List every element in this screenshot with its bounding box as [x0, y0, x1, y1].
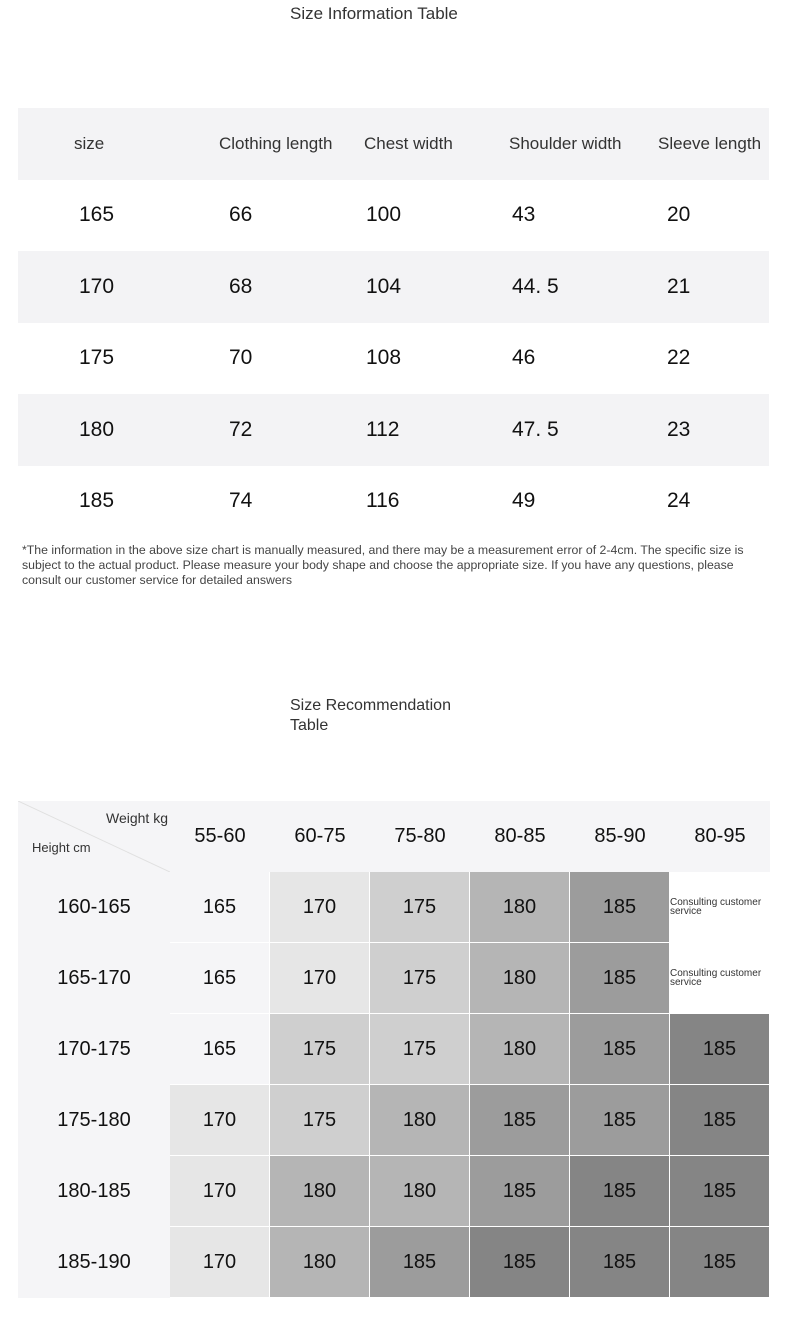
recommended-size-cell: 185 — [570, 943, 670, 1014]
recommended-size-cell: 180 — [470, 1014, 570, 1085]
weight-header-cell: 85-90 — [570, 801, 670, 872]
info-table-cell: 72 — [229, 417, 253, 441]
height-header-cell: 185-190 — [18, 1227, 170, 1298]
info-table-cell: 68 — [229, 274, 253, 298]
info-table-row — [18, 466, 769, 538]
height-header-cell: 175-180 — [18, 1085, 170, 1156]
info-table-cell: 22 — [667, 346, 691, 370]
weight-axis-label: Weight kg — [106, 810, 168, 826]
info-table-row — [18, 251, 769, 323]
recommended-size-cell — [670, 943, 770, 1014]
recommended-size-cell: 185 — [470, 1227, 570, 1298]
weight-header-cell: 80-95 — [670, 801, 770, 872]
recommended-size-cell: 170 — [170, 1156, 270, 1227]
info-table-cell: 44. 5 — [512, 274, 559, 298]
info-table-cell: 180 — [79, 417, 115, 441]
recommended-size-cell: 180 — [270, 1156, 370, 1227]
recommended-size-cell: 170 — [170, 1085, 270, 1156]
recommended-size-cell: 185 — [670, 1085, 770, 1156]
info-table-cell: 23 — [667, 417, 691, 441]
info-table-title: Size Information Table — [290, 4, 458, 23]
info-header-cell: Clothing length — [219, 133, 333, 153]
recommended-size-cell: 180 — [470, 943, 570, 1014]
recommended-size-cell: 165 — [170, 1014, 270, 1085]
recommended-size-cell: 165 — [170, 943, 270, 1014]
recommended-size-cell: 185 — [570, 1227, 670, 1298]
recommended-size-cell: 175 — [270, 1014, 370, 1085]
recommended-size-cell: 170 — [270, 872, 370, 943]
info-table-cell: 49 — [512, 489, 536, 513]
consulting-service-text: Consulting customer service — [670, 968, 762, 988]
info-header-cell: size — [74, 133, 105, 153]
recommended-size-cell: 175 — [370, 943, 470, 1014]
recommended-size-cell: 180 — [470, 872, 570, 943]
weight-header-cell: 75-80 — [370, 801, 470, 872]
recommended-size-cell: 185 — [670, 1156, 770, 1227]
info-table-cell: 116 — [366, 489, 400, 513]
info-table-cell: 165 — [79, 203, 115, 227]
info-table-cell: 20 — [667, 203, 691, 227]
recommended-size-cell: 185 — [670, 1227, 770, 1298]
info-table-cell: 46 — [512, 346, 536, 370]
info-header-row — [18, 108, 769, 180]
height-header-cell: 170-175 — [18, 1014, 170, 1085]
info-table-cell: 100 — [366, 203, 402, 227]
recommended-size-cell: 180 — [370, 1156, 470, 1227]
info-table-cell: 47. 5 — [512, 417, 559, 441]
info-table-row — [18, 323, 769, 395]
info-header-cell: Chest width — [364, 133, 453, 153]
info-header-cell: Sleeve length — [658, 133, 762, 153]
info-table-row — [18, 394, 769, 466]
recommended-size-cell: 185 — [570, 1085, 670, 1156]
weight-header-cell: 80-85 — [470, 801, 570, 872]
recommended-size-cell: 175 — [370, 872, 470, 943]
info-table-cell: 74 — [229, 489, 253, 513]
recommended-size-cell: 175 — [370, 1014, 470, 1085]
recommended-size-cell: 185 — [570, 1014, 670, 1085]
measurement-note: *The information in the above size chart is manually measured, and there may be a measurement error of 2-4cm. The specific size is subject to the actual product. Please measure your body shape and choose the appropriate size. If you have any questions, please consult our customer service for detailed answers — [22, 543, 744, 587]
recommended-size-cell: 165 — [170, 872, 270, 943]
recommended-size-cell: 170 — [270, 943, 370, 1014]
height-header-cell: 160-165 — [18, 872, 170, 943]
info-table-row — [18, 180, 769, 252]
info-table-cell: 112 — [366, 417, 400, 441]
height-axis-label: Height cm — [32, 840, 91, 855]
recommended-size-cell: 170 — [170, 1227, 270, 1298]
recommended-size-cell: 185 — [570, 872, 670, 943]
size-information-table — [18, 108, 769, 537]
size-recommendation-table — [18, 801, 769, 1298]
info-table-cell: 170 — [79, 274, 115, 298]
info-table-cell: 175 — [79, 346, 115, 370]
info-table-cell: 24 — [667, 489, 691, 513]
info-table-cell: 21 — [667, 274, 691, 298]
recommended-size-cell: 180 — [270, 1227, 370, 1298]
info-table-cell: 66 — [229, 203, 253, 227]
info-table-cell: 70 — [229, 346, 253, 370]
recommended-size-cell: 175 — [270, 1085, 370, 1156]
height-header-cell: 180-185 — [18, 1156, 170, 1227]
recommended-size-cell: 185 — [470, 1156, 570, 1227]
recommended-size-cell — [670, 872, 770, 943]
recommended-size-cell: 180 — [370, 1085, 470, 1156]
info-table-cell: 185 — [79, 489, 115, 513]
info-table-cell: 104 — [366, 274, 402, 298]
recommended-size-cell: 185 — [570, 1156, 670, 1227]
info-header-cell: Shoulder width — [509, 133, 622, 153]
recommended-size-cell: 185 — [470, 1085, 570, 1156]
weight-header-cell: 60-75 — [270, 801, 370, 872]
height-header-cell: 165-170 — [18, 943, 170, 1014]
recommended-size-cell: 185 — [670, 1014, 770, 1085]
recommendation-table-title: Size Recommendation Table — [290, 697, 451, 734]
table-corner-header — [18, 801, 170, 872]
info-table-cell: 43 — [512, 203, 536, 227]
weight-header-cell: 55-60 — [170, 801, 270, 872]
recommended-size-cell: 185 — [370, 1227, 470, 1298]
consulting-service-text: Consulting customer service — [670, 897, 762, 917]
info-table-cell: 108 — [366, 346, 402, 370]
